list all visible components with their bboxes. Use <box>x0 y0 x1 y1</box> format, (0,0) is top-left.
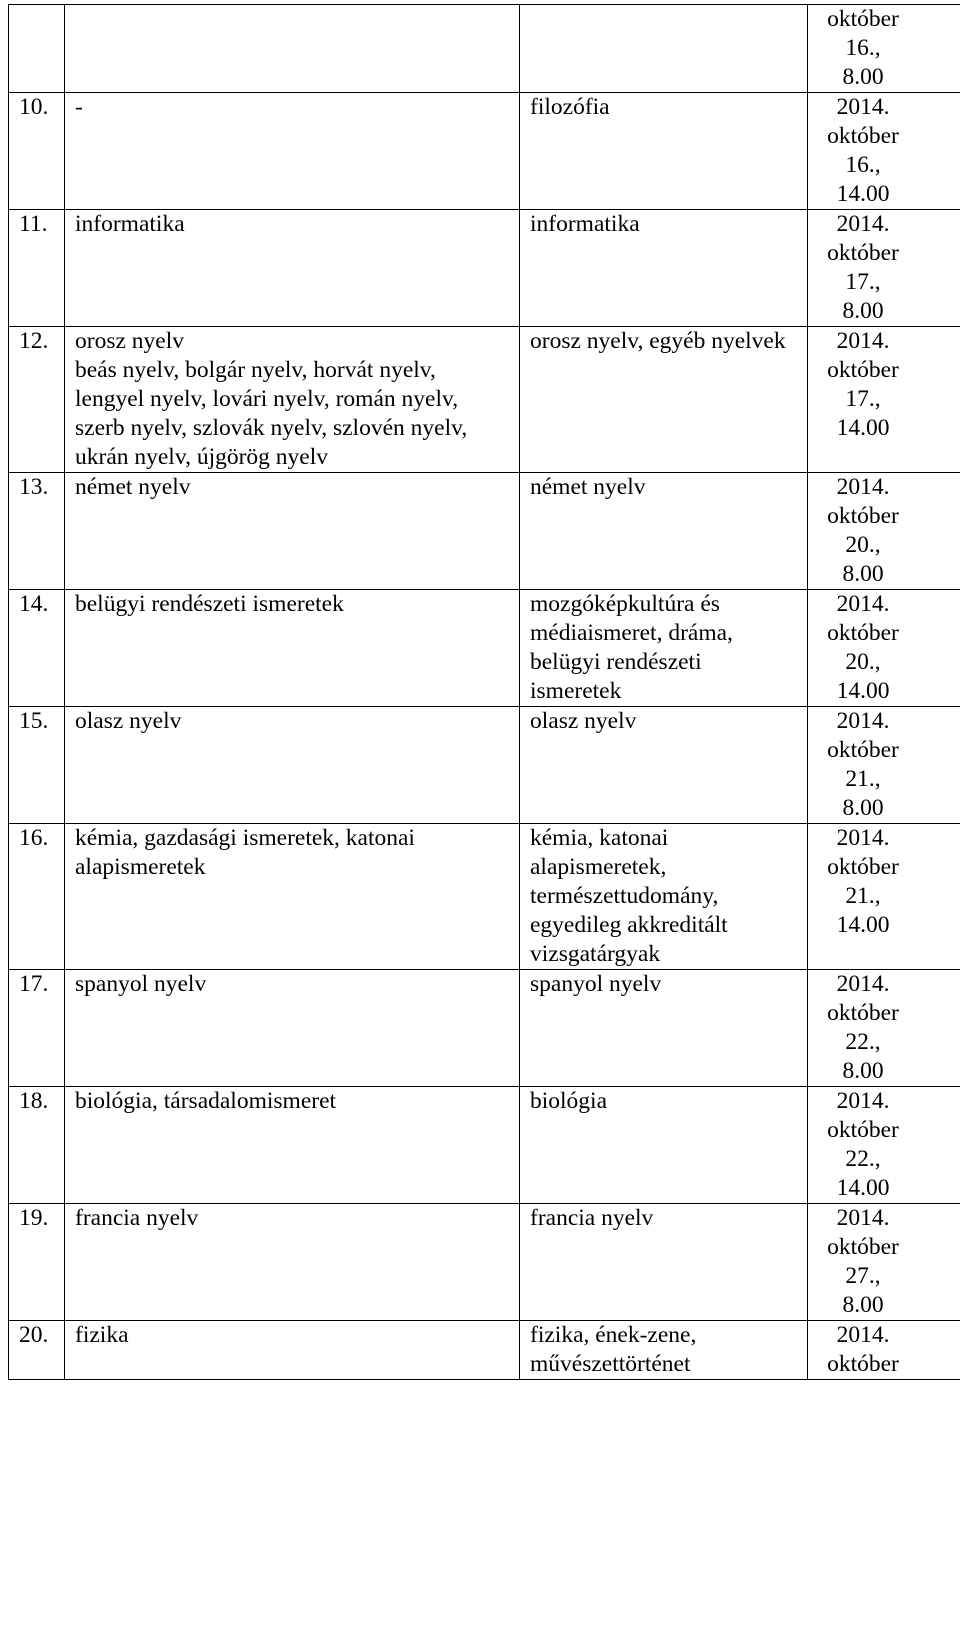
exam-datetime <box>808 473 960 590</box>
exam-datetime-line: 2014. <box>836 825 890 851</box>
exam-datetime-line: október <box>827 1117 899 1143</box>
exam-datetime-lines <box>818 93 908 209</box>
row-number: 20. <box>9 1321 65 1380</box>
row-number: 16. <box>9 824 65 970</box>
exam-datetime-line: 2014. <box>836 1205 890 1231</box>
row-number: 11. <box>9 210 65 327</box>
subject-primary: kémia, gazdasági ismeretek, katonai alapismeretek <box>65 824 520 970</box>
exam-datetime-line: 2014. <box>836 1088 890 1114</box>
exam-datetime <box>808 5 960 93</box>
exam-datetime-line: október <box>827 620 899 646</box>
subject-primary: informatika <box>65 210 520 327</box>
subject-secondary: informatika <box>520 210 808 327</box>
subject-secondary: biológia <box>520 1087 808 1204</box>
exam-datetime-lines <box>818 327 908 443</box>
exam-datetime-line: 8.00 <box>842 561 884 587</box>
exam-datetime <box>808 707 960 824</box>
table-body <box>9 5 960 1380</box>
exam-datetime-lines <box>818 1087 908 1203</box>
subject-secondary: spanyol nyelv <box>520 970 808 1087</box>
exam-datetime-line: 2014. <box>836 474 890 500</box>
exam-datetime-line: október <box>827 1351 899 1377</box>
exam-datetime-line: 22., <box>845 1029 881 1055</box>
subject-primary: francia nyelv <box>65 1204 520 1321</box>
exam-datetime <box>808 590 960 707</box>
schedule-document <box>8 4 960 1380</box>
exam-datetime-line: október <box>827 240 899 266</box>
exam-datetime-lines <box>818 5 908 92</box>
exam-datetime-line: 16., <box>845 35 881 61</box>
exam-datetime-line: 16., <box>845 152 881 178</box>
exam-datetime-line: október <box>827 503 899 529</box>
subject-secondary: német nyelv <box>520 473 808 590</box>
subject-primary <box>65 5 520 93</box>
exam-datetime-lines <box>818 473 908 589</box>
subject-secondary: fizika, ének-zene, művészettörténet <box>520 1321 808 1380</box>
row-number: 13. <box>9 473 65 590</box>
exam-datetime-line: 14.00 <box>836 415 890 441</box>
exam-datetime-line: 2014. <box>836 211 890 237</box>
exam-datetime-line: 14.00 <box>836 1175 890 1201</box>
exam-datetime-lines <box>818 970 908 1086</box>
exam-datetime-line: október <box>827 1000 899 1026</box>
exam-datetime <box>808 1321 960 1380</box>
exam-datetime-line: 17., <box>845 269 881 295</box>
exam-schedule-table <box>8 4 960 1380</box>
table-row <box>9 707 960 824</box>
exam-datetime <box>808 970 960 1087</box>
exam-datetime-line: 8.00 <box>842 64 884 90</box>
exam-datetime-line: 20., <box>845 649 881 675</box>
subject-primary: biológia, társadalomismeret <box>65 1087 520 1204</box>
exam-datetime-line: október <box>827 6 899 32</box>
exam-datetime-line: október <box>827 854 899 880</box>
subject-secondary: mozgóképkultúra és médiaismeret, dráma, belügyi rendészeti ismeretek <box>520 590 808 707</box>
subject-secondary: orosz nyelv, egyéb nyelvek <box>520 327 808 473</box>
exam-datetime-line: 2014. <box>836 591 890 617</box>
exam-datetime-line: 21., <box>845 883 881 909</box>
exam-datetime-lines <box>818 210 908 326</box>
exam-datetime-line: 8.00 <box>842 298 884 324</box>
exam-datetime <box>808 824 960 970</box>
subject-primary: spanyol nyelv <box>65 970 520 1087</box>
subject-primary: belügyi rendészeti ismeretek <box>65 590 520 707</box>
table-row <box>9 1204 960 1321</box>
exam-datetime-line: 14.00 <box>836 181 890 207</box>
row-number: 18. <box>9 1087 65 1204</box>
exam-datetime <box>808 1204 960 1321</box>
row-number: 19. <box>9 1204 65 1321</box>
table-row <box>9 824 960 970</box>
exam-datetime-line: 2014. <box>836 708 890 734</box>
exam-datetime-line: 2014. <box>836 971 890 997</box>
exam-datetime <box>808 327 960 473</box>
exam-datetime-line: 8.00 <box>842 795 884 821</box>
exam-datetime-lines <box>818 1204 908 1320</box>
subject-primary: - <box>65 93 520 210</box>
row-number: 14. <box>9 590 65 707</box>
subject-secondary: filozófia <box>520 93 808 210</box>
table-row <box>9 5 960 93</box>
row-number <box>9 5 65 93</box>
table-row <box>9 590 960 707</box>
exam-datetime-line: 17., <box>845 386 881 412</box>
exam-datetime-line: 8.00 <box>842 1292 884 1318</box>
row-number: 17. <box>9 970 65 1087</box>
subject-primary: fizika <box>65 1321 520 1380</box>
table-row <box>9 473 960 590</box>
exam-datetime-lines <box>818 1321 908 1379</box>
exam-datetime-line: október <box>827 123 899 149</box>
row-number: 15. <box>9 707 65 824</box>
exam-datetime-line: október <box>827 737 899 763</box>
exam-datetime-lines <box>818 824 908 940</box>
subject-secondary: olasz nyelv <box>520 707 808 824</box>
exam-datetime-line: 27., <box>845 1263 881 1289</box>
exam-datetime-line: 21., <box>845 766 881 792</box>
subject-primary: olasz nyelv <box>65 707 520 824</box>
exam-datetime-line: 14.00 <box>836 912 890 938</box>
subject-secondary <box>520 5 808 93</box>
exam-datetime-line: 2014. <box>836 1322 890 1348</box>
table-row <box>9 1321 960 1380</box>
exam-datetime <box>808 210 960 327</box>
exam-datetime-line: 14.00 <box>836 678 890 704</box>
exam-datetime-line: október <box>827 357 899 383</box>
subject-secondary: francia nyelv <box>520 1204 808 1321</box>
exam-datetime-line: 20., <box>845 532 881 558</box>
subject-primary: orosz nyelv beás nyelv, bolgár nyelv, horvát nyelv, lengyel nyelv, lovári nyelv, román nyelv, szerb nyelv, szlovák nyelv, szlovén nyelv, ukrán nyelv, újgörög nyelv <box>65 327 520 473</box>
table-row <box>9 970 960 1087</box>
table-row <box>9 327 960 473</box>
subject-secondary: kémia, katonai alapismeretek, természettudomány, egyedileg akkreditált vizsgatárgyak <box>520 824 808 970</box>
exam-datetime-line: 22., <box>845 1146 881 1172</box>
table-row <box>9 210 960 327</box>
exam-datetime-line: 2014. <box>836 94 890 120</box>
exam-datetime-line: 8.00 <box>842 1058 884 1084</box>
row-number: 10. <box>9 93 65 210</box>
exam-datetime-lines <box>818 707 908 823</box>
exam-datetime <box>808 1087 960 1204</box>
subject-primary: német nyelv <box>65 473 520 590</box>
exam-datetime <box>808 93 960 210</box>
row-number: 12. <box>9 327 65 473</box>
table-row <box>9 93 960 210</box>
exam-datetime-lines <box>818 590 908 706</box>
exam-datetime-line: 2014. <box>836 328 890 354</box>
exam-datetime-line: október <box>827 1234 899 1260</box>
table-row <box>9 1087 960 1204</box>
